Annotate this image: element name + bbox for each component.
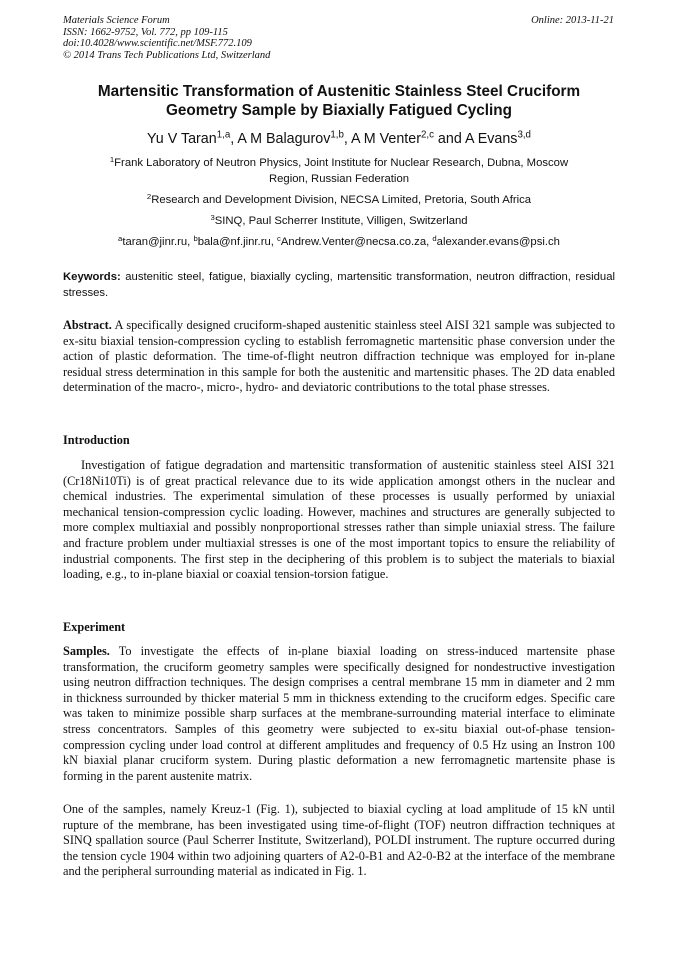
abstract xyxy=(63,318,615,396)
online-date: Online: 2013-11-21 xyxy=(531,15,614,26)
journal-header xyxy=(63,15,270,61)
paper-title xyxy=(63,82,615,120)
introduction-text: Investigation of fatigue degradation and martensitic transformation of austenitic stainless steel AISI 321 (Cr18Ni10Ti) is of great practical relevance due to its wide application amongst others in the nuclear and chemical industries. The experimental simulation of these processes is usually performed by uniaxial mechanical tension-compression cyclic loading. However, machines and structures are generally subjected to more complex multiaxial and possibly nonproportional stresses rather than simple uniaxial stress. The failure and fracture problem under multiaxial stresses is one of the most important topics to ensure the reliability of industrial components. The first step in the deciphering of this problem is to subject the materials to biaxial loading, e.g., to in-plane biaxial or coaxial tension-torsion fatigue. xyxy=(63,458,615,582)
journal-copyright: © 2014 Trans Tech Publications Ltd, Switzerland xyxy=(63,49,271,61)
samples-paragraph xyxy=(63,644,615,784)
section-heading-experiment: Experiment xyxy=(63,620,126,634)
affiliation-3 xyxy=(63,214,615,230)
author-list xyxy=(63,130,615,148)
affiliation-mark: 3 xyxy=(210,212,215,222)
author-separator: , xyxy=(230,131,238,147)
experiment-paragraph-2 xyxy=(63,802,615,880)
affiliation-text: Research and Development Division, NECSA Limited, Pretoria, South Africa xyxy=(151,194,532,206)
abstract-text: A specifically designed cruciform-shaped austenitic stainless steel AISI 321 sample was subjected to ex-situ biaxial tension-compression cycling to establish ferromagnetic martensitic phase conversion under the action of plastic deformation. The time-of-flight neutron diffraction technique was employed for in-plane residual stress determination in this sample for both the austenitic and martensitic phases. The 2D data enabled determination of the macro-, micro-, hydro- and deviatoric contributions to the total phase stresses. xyxy=(63,318,615,395)
author-separator: and xyxy=(433,131,465,147)
journal-doi: doi:10.4028/www.scientific.net/MSF.772.109 xyxy=(63,38,252,50)
journal-name: Materials Science Forum xyxy=(63,15,170,26)
email-mark: a xyxy=(118,233,123,243)
keywords-text: austenitic steel, fatigue, biaxially cycling, martensitic transformation, neutron diffraction, residual stresses. xyxy=(63,271,615,299)
author-name: A M Venter xyxy=(351,131,421,147)
email-list: $^a$taran@jinr.ru, $^b$bala@nf.jinr.ru, $^c$Andrew.Venter@necsa.co.za, $^d$alexander.evans@psi.ch xyxy=(118,233,560,248)
email-address[interactable]: Andrew.Venter@necsa.co.za xyxy=(280,236,427,248)
samples-text: To investigate the effects of in-plane biaxial loading on stress-induced martensite phase transformation, the cruciform geometry samples were specifically designed for nondestructive investigation using neutron diffraction techniques. The design comprises a central membrane 15 mm in diameter and 2 mm in thickness surrounded by thicker material 5 mm in thickness extending to the cruciform edges. Specific care was taken to minimize possible sharp surfaces at the membrane-surrounding material interface to eliminate stress concentrators. Samples of this geometry were subjected to ex-situ biaxial out-of-phase tension-compression cycling under load control at different amplitudes and frequency of 0.5 Hz using an Instron 100 kN biaxial planar cruciform system. During plastic deformation a new ferromagnetic martensite phase is forming in the parent austenite matrix. xyxy=(63,644,615,783)
author-name: A Evans xyxy=(464,131,518,147)
author-name: Yu V Taran xyxy=(147,131,217,147)
author-name: A M Balagurov xyxy=(237,131,331,147)
email-address[interactable]: taran@jinr.ru xyxy=(122,236,188,248)
affiliation-text: Frank Laboratory of Neutron Physics, Joint Institute for Nuclear Research, Dubna, Moscow xyxy=(114,157,569,169)
author-affiliation-mark: 2,c xyxy=(420,129,434,141)
affiliation-mark: 2 xyxy=(146,191,152,201)
author-affiliation-mark: 1,a xyxy=(216,129,231,141)
affiliation-mark: 1 xyxy=(109,154,115,164)
email-mark: c xyxy=(277,233,281,243)
email-address[interactable]: alexander.evans@psi.ch xyxy=(436,236,560,248)
samples-label: Samples. xyxy=(63,644,110,658)
email-address[interactable]: bala@nf.jinr.ru xyxy=(197,236,271,248)
affiliation-2 xyxy=(63,193,615,209)
paper-title-line2: Geometry Sample by Biaxially Fatigued Cycling xyxy=(166,102,512,119)
affiliation-1 xyxy=(63,156,615,187)
affiliation-text: SINQ, Paul Scherrer Institute, Villigen, Switzerland xyxy=(214,215,468,227)
email-mark: d xyxy=(432,233,437,243)
email-mark: b xyxy=(193,233,198,243)
journal-issn: ISSN: 1662-9752, Vol. 772, pp 109-115 xyxy=(63,26,228,38)
experiment-paragraph-2-text: One of the samples, namely Kreuz-1 (Fig. 1), subjected to biaxial cycling at load amplitude of 15 kN until rupture of the membrane, has been investigated using time-of-flight (TOF) neutron diffraction techniques at SINQ spallation source (Paul Scherrer Institute, Switzerland), POLDI instrument. The rupture occurred during the tension cycle 1904 within two adjoining quarters of A2-0-B1 and A2-0-B2 at the interface of the membrane and the peripheral surrounding material as indicated in Fig. 1. xyxy=(63,802,615,879)
affiliation-text: Region, Russian Federation xyxy=(268,172,410,185)
author-affiliation-mark: 1,b xyxy=(330,129,344,141)
introduction-paragraph xyxy=(63,458,615,583)
paper-title-line1: Martensitic Transformation of Austenitic Stainless Steel Cruciform xyxy=(97,83,581,100)
author-separator: , xyxy=(343,131,352,147)
section-heading-introduction: Introduction xyxy=(63,433,130,447)
keywords-label: Keywords: xyxy=(63,271,121,283)
keywords xyxy=(63,270,615,301)
abstract-label: Abstract. xyxy=(63,318,112,332)
author-affiliation-mark: 3,d xyxy=(517,129,531,141)
